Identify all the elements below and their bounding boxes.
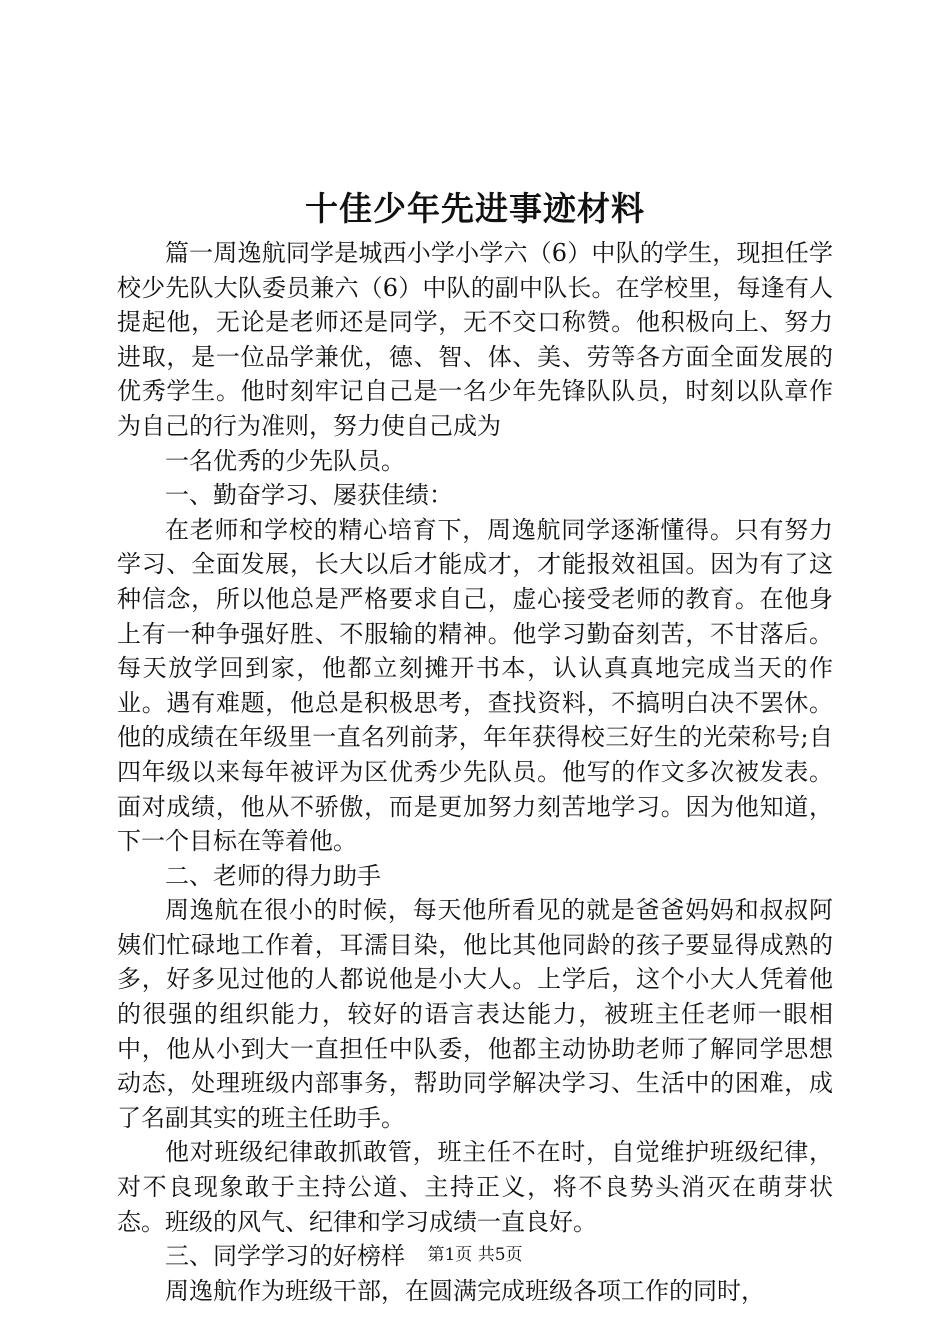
document-title: 十佳少年先进事迹材料 (305, 189, 645, 228)
paragraph-discipline: 他对班级纪律敢抓敢管，班主任不在时，自觉维护班级纪律，对不良现象敢于主持公道、主持正义，将不良势头消灭在萌芽状态。班级的风气、纪律和学习成绩一直良好。 (117, 1138, 833, 1236)
paragraph-helper: 周逸航在很小的时候，每天他所看见的就是爸爸妈妈和叔叔阿姨们忙碌地工作着，耳濡目染，他比其他同龄的孩子要显得成熟的多，好多见过他的人都说他是小大人。上学后，这个小大人凭着他的很强的组织能力，较好的语言表达能力，被班主任老师一眼相中，他从小到大一直担任中队委，他都主动协助老师了解同学思想动态，处理班级内部事务，帮助同学解决学习、生活中的困难，成了名副其实的班主任助手。 (117, 896, 833, 1132)
paragraph-intro: 篇一周逸航同学是城西小学小学六（6）中队的学生，现担任学校少先队大队委员兼六（6）中队的副中队长。在学校里，每逢有人提起他，无论是老师还是同学，无不交口称赞。他积极向上、努力进取，是一位品学兼优，德、智、体、美、劳等各方面全面发展的优秀学生。他时刻牢记自己是一名少年先锋队队员，时刻以队章作为自己的行为准则，努力使自己成为 (117, 239, 833, 440)
paragraph-role-model: 周逸航作为班级干部，在圆满完成班级各项工作的同时， (165, 1276, 765, 1305)
page-number-footer: 第1页 共5页 (427, 1245, 523, 1265)
section-heading-2: 二、老师的得力助手 (165, 861, 381, 890)
document-body (117, 236, 833, 1308)
section-heading-1: 一、勤奋学习、屡获佳绩： (165, 481, 453, 510)
paragraph-study: 在老师和学校的精心培育下，周逸航同学逐渐懂得。只有努力学习、全面发展，长大以后才能成才，才能报效祖国。因为有了这种信念，所以他总是严格要求自己，虚心接受老师的教育。在他身上有一种争强好胜、不服输的精神。他学习勤奋刻苦，不甘落后。每天放学回到家，他都立刻摊开书本，认认真真地完成当天的作业。遇有难题，他总是积极思考，查找资料，不搞明白决不罢休。他的成绩在年级里一直名列前茅，年年获得校三好生的光荣称号;自四年级以来每年被评为区优秀少先队员。他写的作文多次被发表。面对成绩，他从不骄傲，而是更加努力刻苦地学习。因为他知道，下一个目标在等着他。 (117, 515, 833, 856)
paragraph-intro-end: 一名优秀的少先队员。 (165, 446, 405, 475)
section-heading-3: 三、同学学习的好榜样 (165, 1242, 405, 1271)
